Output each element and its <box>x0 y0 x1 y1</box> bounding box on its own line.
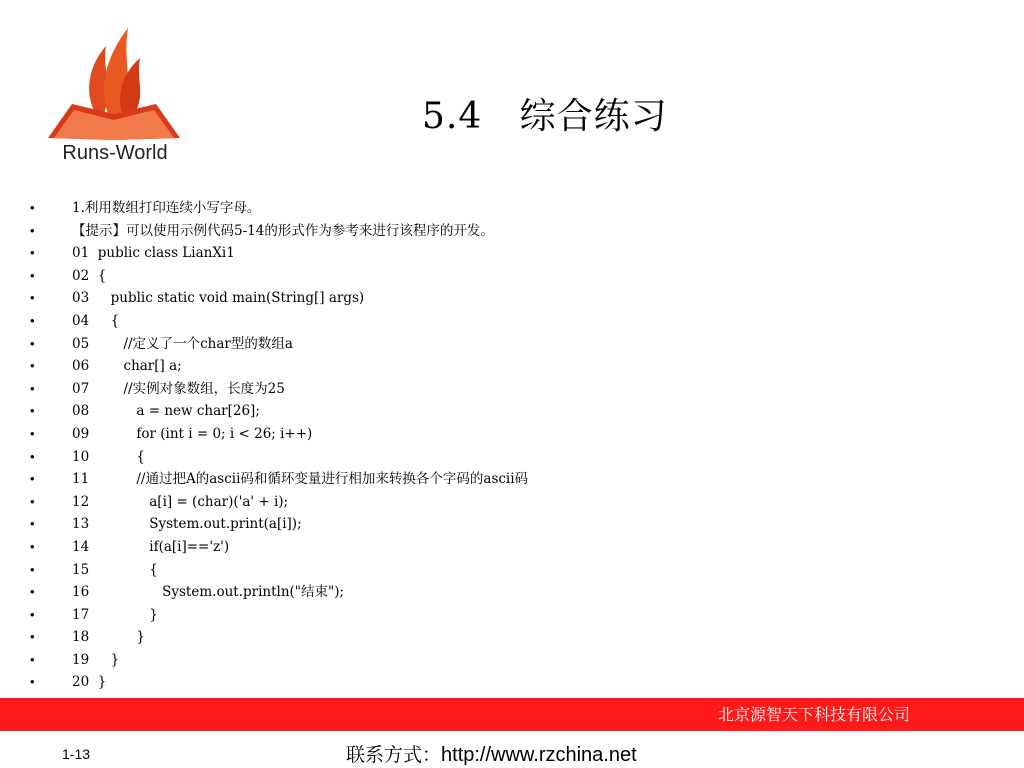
bullet-icon: • <box>30 493 35 509</box>
slide-title: 5.4 综合练习 <box>422 96 668 137</box>
bullet-icon: • <box>30 200 35 215</box>
line-text: 10 { <box>72 448 145 465</box>
line-text: 11 //通过把A的ascii码和循环变量进行相加来转换各个字码的ascii码 <box>72 471 529 488</box>
bullet-icon: • <box>30 403 35 419</box>
line-text: 05 //定义了一个char型的数组a <box>72 335 293 352</box>
bullet-icon: • <box>30 516 35 532</box>
bullet-icon: • <box>30 629 35 645</box>
footer-bar <box>0 698 1024 731</box>
bullet-icon: • <box>30 312 35 328</box>
line-text: 16 System.out.println("结束"); <box>72 584 345 601</box>
line-text: 【提示】可以使用示例代码5-14的形式作为参考来进行该程序的开发。 <box>72 222 494 239</box>
line-text: 19 } <box>72 651 120 668</box>
line-text: 1.利用数组打印连续小写字母。 <box>72 200 261 216</box>
bullet-icon: • <box>30 358 35 374</box>
runs-world-logo <box>44 14 184 166</box>
bullet-icon: • <box>30 651 35 667</box>
bullet-icon: • <box>30 561 35 577</box>
contact-url[interactable]: http://www.rzchina.net <box>441 744 637 766</box>
bullet-icon: • <box>30 538 35 554</box>
contact-info <box>346 740 637 767</box>
bullet-icon: • <box>30 584 35 600</box>
line-text: 04 { <box>72 312 120 329</box>
line-text: 09 for (int i = 0; i < 26; i++) <box>72 425 313 442</box>
flame-book-icon <box>44 14 184 144</box>
line-text: 14 if(a[i]=='z') <box>72 538 230 555</box>
bullet-icon: • <box>30 674 35 690</box>
company-name: 北京源智天下科技有限公司 <box>717 705 910 724</box>
bullet-icon: • <box>30 471 35 487</box>
bullet-icon: • <box>30 267 35 283</box>
line-text: 13 System.out.print(a[i]); <box>72 516 302 533</box>
contact-label: 联系方式： <box>346 744 442 766</box>
logo-text: Runs-World <box>62 142 168 164</box>
bullet-icon: • <box>30 290 35 306</box>
line-text: 08 a = new char[26]; <box>72 403 260 420</box>
line-text: 15 { <box>72 561 158 578</box>
bullet-icon: • <box>30 606 35 622</box>
bullet-icon: • <box>30 222 35 238</box>
line-text: 07 //实例对象数组，长度为25 <box>72 380 285 397</box>
line-text: 02 { <box>72 267 107 284</box>
bullet-icon: • <box>30 448 35 464</box>
line-text: 17 } <box>72 606 158 623</box>
bullet-icon: • <box>30 425 35 441</box>
line-text: 20 } <box>72 674 107 691</box>
line-text: 03 public static void main(String[] args) <box>72 290 365 307</box>
line-text: 12 a[i] = (char)('a' + i); <box>72 493 289 510</box>
line-text: 06 char[] a; <box>72 358 182 375</box>
bullet-icon: • <box>30 245 35 261</box>
bullet-icon: • <box>30 335 35 351</box>
line-text: 01 public class LianXi1 <box>72 245 235 262</box>
slide-number: 1-13 <box>62 746 91 762</box>
bullet-icon: • <box>30 380 35 396</box>
line-text: 18 } <box>72 629 145 646</box>
